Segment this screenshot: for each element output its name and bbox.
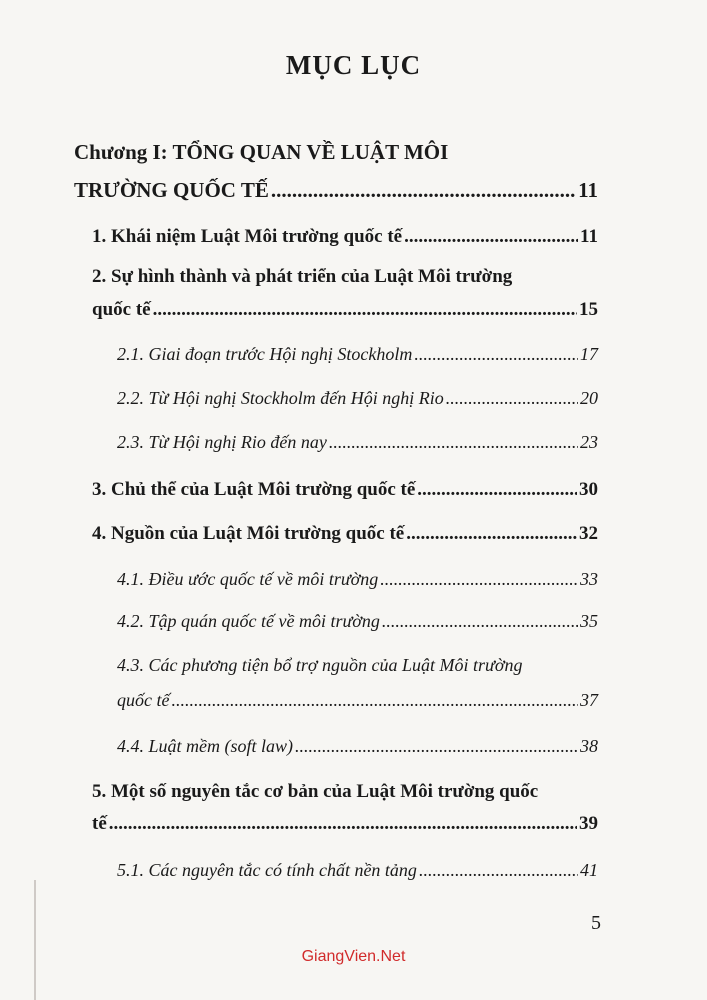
dot-leader (329, 432, 578, 453)
toc-page-number: 39 (579, 813, 598, 834)
toc-entry-title: 4.4. Luật mềm (soft law) (117, 736, 294, 756)
toc-page-number: 23 (580, 432, 598, 452)
dot-leader (171, 690, 578, 711)
dot-leader (406, 523, 577, 545)
toc-page-number: 41 (580, 860, 598, 880)
dot-leader (417, 479, 577, 501)
toc-entry-title: 4.1. Điều ước quốc tế về môi trường (117, 569, 379, 589)
page-title: MỤC LỤC (285, 50, 422, 80)
toc-entry-title-part2: tế (92, 813, 107, 834)
dot-leader (153, 299, 577, 321)
toc-chapter-1-line1 (74, 140, 448, 165)
toc-entry-5-1[interactable] (117, 860, 598, 881)
toc-entry-title: 5.1. Các nguyên tắc có tính chất nền tảng (117, 860, 417, 880)
toc-entry-4-3-line2[interactable] (117, 690, 598, 711)
dot-leader (446, 388, 578, 409)
dot-leader (295, 736, 578, 757)
toc-page-number: 15 (579, 299, 598, 320)
toc-entry-4-1[interactable] (117, 569, 598, 590)
toc-chapter-1-title-part1: Chương I: TỔNG QUAN VỀ LUẬT MÔI (74, 140, 449, 164)
toc-entry-title-part1: 4.3. Các phương tiện bổ trợ nguồn của Luật Môi trường (117, 655, 523, 675)
toc-entry-title: 2.2. Từ Hội nghị Stockholm đến Hội nghị Rio (117, 388, 444, 408)
page-number: 5 (591, 912, 601, 934)
dot-leader (271, 178, 576, 203)
toc-page-number: 35 (580, 611, 598, 631)
toc-entry-title-part2: quốc tế (117, 690, 170, 710)
toc-chapter-1-title-part2: TRƯỜNG QUỐC TẾ (74, 178, 269, 202)
toc-entry-4-4[interactable] (117, 736, 598, 757)
toc-entry-title: 2.1. Giai đoạn trước Hội nghị Stockholm (117, 344, 413, 364)
toc-page-number: 20 (580, 388, 598, 408)
toc-entry-4[interactable] (92, 523, 598, 545)
toc-page-number: 33 (580, 569, 598, 589)
toc-page-number: 37 (580, 690, 598, 710)
toc-entry-4-2[interactable] (117, 611, 598, 632)
toc-entry-5-line2[interactable] (92, 813, 598, 835)
toc-entry-2-line1 (92, 266, 512, 288)
toc-entry-title: 1. Khái niệm Luật Môi trường quốc tế (92, 226, 403, 247)
toc-entry-title: 2.3. Từ Hội nghị Rio đến nay (117, 432, 327, 452)
toc-page-number: 38 (580, 736, 598, 756)
toc-entry-5-line1 (92, 781, 538, 803)
dot-leader (109, 813, 577, 835)
toc-entry-title: 4.2. Tập quán quốc tế về môi trường (117, 611, 380, 631)
toc-entry-title-part1: 2. Sự hình thành và phát triển của Luật Môi trường (92, 266, 513, 287)
toc-page-number: 17 (580, 344, 598, 364)
toc-entry-3[interactable] (92, 479, 598, 501)
toc-entry-title-part1: 5. Một số nguyên tắc cơ bản của Luật Môi trường quốc (92, 781, 539, 802)
toc-page-number: 11 (580, 226, 598, 247)
dot-leader (414, 344, 578, 365)
toc-entry-title: 3. Chủ thể của Luật Môi trường quốc tế (92, 479, 416, 500)
dot-leader (380, 569, 578, 590)
watermark-footer: GiangVien.Net (301, 948, 406, 965)
toc-entry-1[interactable] (92, 226, 598, 248)
toc-entry-title-part2: quốc tế (92, 299, 151, 320)
toc-entry-title: 4. Nguồn của Luật Môi trường quốc tế (92, 523, 405, 544)
toc-entry-2-line2[interactable] (92, 299, 598, 321)
dot-leader (404, 226, 578, 248)
toc-entry-2-3[interactable] (117, 432, 598, 453)
toc-chapter-1-line2[interactable] (74, 178, 598, 203)
toc-entry-2-2[interactable] (117, 388, 598, 409)
dot-leader (382, 611, 578, 632)
toc-page-number: 30 (579, 479, 598, 500)
dot-leader (419, 860, 578, 881)
toc-entry-2-1[interactable] (117, 344, 598, 365)
toc-page-number: 11 (578, 178, 598, 202)
toc-entry-4-3-line1 (117, 655, 522, 676)
page-edge-shadow (34, 880, 36, 1000)
toc-page-number: 32 (579, 523, 598, 544)
